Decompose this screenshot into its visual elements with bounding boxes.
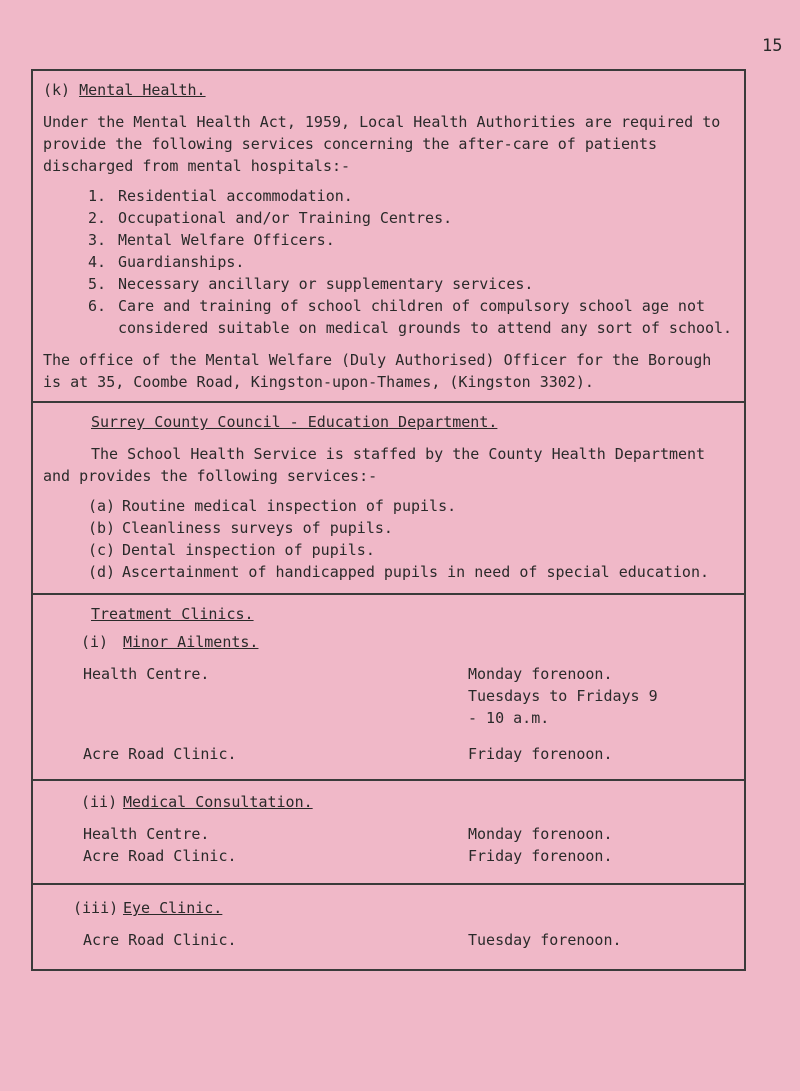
- education-services-list: [43, 495, 736, 583]
- mental-health-heading: [43, 79, 736, 101]
- list-item: 1. Residential accommodation.: [88, 187, 353, 205]
- minor-ailments-heading: (i) Minor Ailments.: [81, 633, 259, 651]
- clinic-row: Acre Road Clinic. Tuesday forenoon.: [83, 931, 622, 949]
- list-item: (c) Dental inspection of pupils.: [88, 541, 375, 559]
- section-label: (k): [43, 81, 71, 99]
- list-item: 2. Occupational and/or Training Centres.: [88, 209, 453, 227]
- list-item: (b) Cleanliness surveys of pupils.: [88, 519, 393, 537]
- mental-health-title: Mental Health.: [79, 81, 206, 99]
- document-frame: [31, 69, 746, 971]
- list-item: 3. Mental Welfare Officers.: [88, 231, 335, 249]
- list-item: 4. Guardianships.: [88, 253, 245, 271]
- clinic-row: Acre Road Clinic. Friday forenoon.: [83, 745, 613, 763]
- mental-welfare-office: The office of the Mental Welfare (Duly Authorised) Officer for the Borough is at 35, Coombe Road, Kingston-upon-Thames, (Kingston 3302).: [43, 351, 712, 391]
- clinic-row: Health Centre. Monday forenoon.: [83, 825, 613, 843]
- eye-clinic-heading: (iii) Eye Clinic.: [73, 899, 223, 917]
- education-section: [33, 403, 744, 595]
- medical-consultation-section: [33, 781, 744, 885]
- medical-consultation-heading: (ii) Medical Consultation.: [81, 793, 313, 811]
- treatment-clinics-section: [33, 595, 744, 781]
- clinic-row: Acre Road Clinic. Friday forenoon.: [83, 847, 613, 865]
- list-item: 6. Care and training of school children of compulsory school age not considered suitable on medical grounds to attend any sort of school.: [88, 297, 733, 337]
- treatment-heading: Treatment Clinics.: [91, 605, 254, 623]
- page-number: 15: [762, 36, 783, 56]
- education-heading: Surrey County Council - Education Department.: [91, 413, 498, 431]
- list-item: (d) Ascertainment of handicapped pupils in need of special education.: [88, 563, 709, 581]
- mental-health-intro: Under the Mental Health Act, 1959, Local Health Authorities are required to provide the following services concerning the after-care of patients discharged from mental hospitals:-: [43, 113, 721, 175]
- eye-clinic-section: [33, 885, 744, 951]
- clinic-row: Health Centre. Monday forenoon. Tuesdays to Fridays 9 - 10 a.m.: [83, 665, 658, 727]
- list-item: (a) Routine medical inspection of pupils.: [88, 497, 457, 515]
- list-item: 5. Necessary ancillary or supplementary services.: [88, 275, 534, 293]
- education-intro: The School Health Service is staffed by the County Health Department and provides the following services:-: [43, 445, 706, 485]
- mental-health-section: [33, 71, 744, 403]
- mental-health-services-list: [43, 185, 736, 339]
